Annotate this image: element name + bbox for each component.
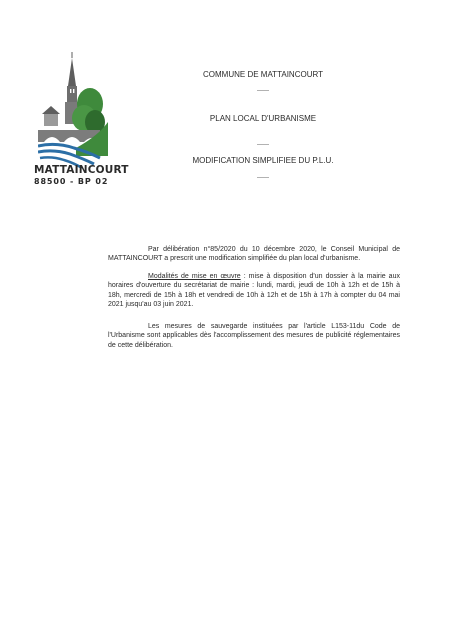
plan-title: PLAN LOCAL D'URBANISME [209, 114, 317, 123]
logo-postal-code: 88500 - BP 02 [34, 177, 109, 186]
paragraph-modalites [108, 272, 400, 310]
church-bridge-logo-icon [38, 52, 108, 170]
deliberation-text: Par délibération n°85/2020 du 10 décembre 2020, le Conseil Municipal de MATTAINCOURT a prescrit une modification simplifiée du plan local d'urbanisme. [108, 246, 400, 263]
modalites-heading: Modalités de mise en œuvre [148, 273, 241, 280]
commune-title: COMMUNE DE MATTAINCOURT [203, 70, 323, 79]
logo-town-name: MATTAINCOURT [34, 164, 129, 176]
paragraph-sauvegarde [108, 322, 400, 350]
separator-3: ------ [257, 175, 269, 181]
paragraph-deliberation [108, 245, 400, 264]
sauvegarde-text: Les mesures de sauvegarde instituées par l'article L153-11du Code de l'Urbanisme sont applicables dès l'accomplissement des mesures de publicité réglementaires de cette délibération. [108, 323, 400, 349]
town-logo [38, 52, 108, 170]
modification-title: MODIFICATION SIMPLIFIEE DU P.L.U. [192, 156, 334, 165]
modalites-text: : mise à disposition d'un dossier à la mairie aux horaires d'ouverture du secrétariat de mairie : lundi, mardi, jeudi de 10h à 12h et de 15h à 18h, mercredi de 15h à 18h et vendredi de 10h à 12h et de 15h à 17h à compter du 04 mai 2021 jusqu'au 03 juin 2021. [108, 273, 400, 309]
separator-1: ------ [257, 88, 269, 94]
separator-2: ------ [257, 142, 269, 148]
